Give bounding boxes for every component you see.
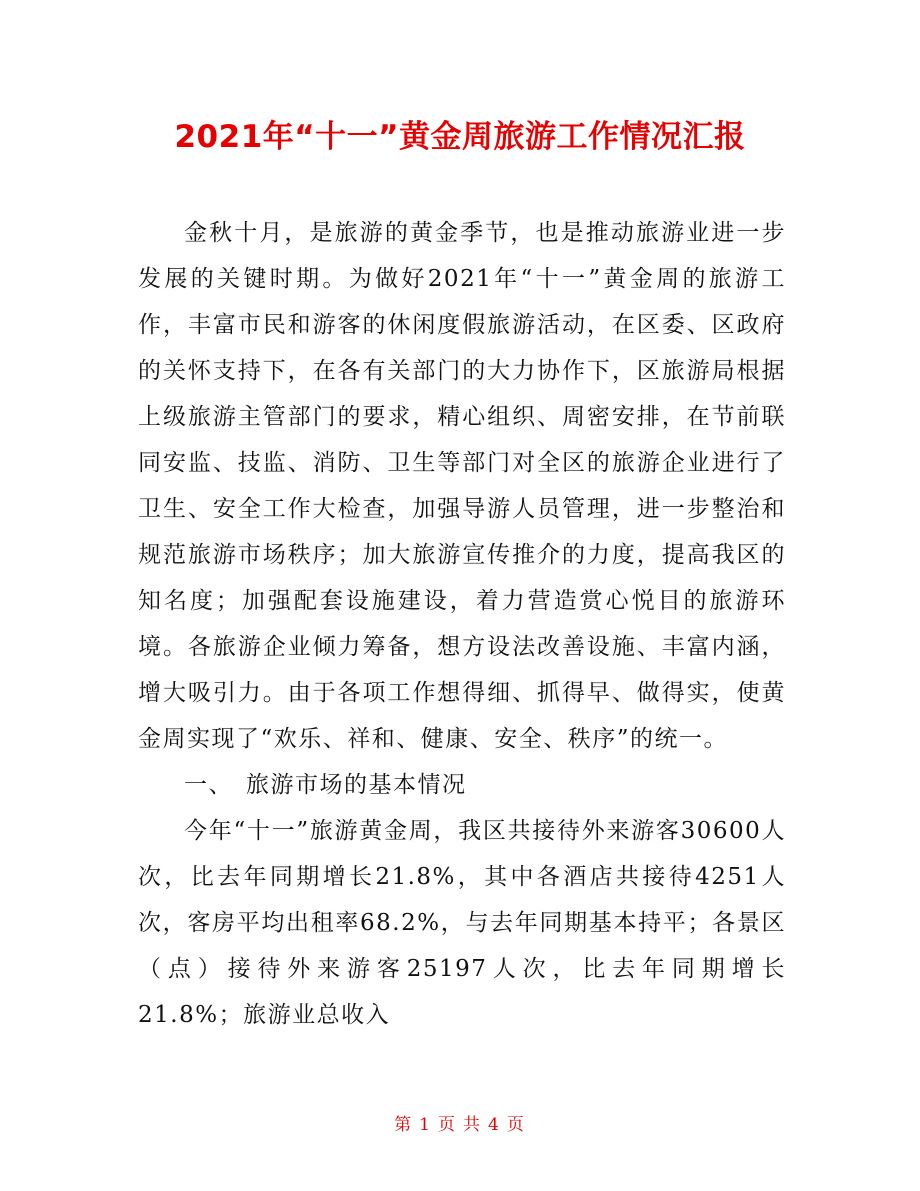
footer-page-suffix: 页 <box>506 1115 526 1135</box>
footer-page-mid: 页 <box>438 1115 457 1135</box>
footer-page-prefix: 第 <box>394 1115 414 1135</box>
footer-total-pages: 4 <box>488 1115 501 1135</box>
section-number: 一、 <box>184 772 233 798</box>
document-body <box>138 210 786 1038</box>
footer-current-page: 1 <box>419 1115 432 1135</box>
footer-total-prefix: 共 <box>463 1115 482 1135</box>
section-heading <box>138 762 786 808</box>
intro-paragraph: 金秋十月，是旅游的黄金季节，也是推动旅游业进一步发展的关键时期。为做好2021年“十一”黄金周的旅游工作，丰富市民和游客的休闲度假旅游活动，在区委、区政府的关怀支持下，在各有关部门的大力协作下，区旅游局根据上级旅游主管部门的要求，精心组织、周密安排，在节前联同安监、技监、消防、卫生等部门对全区的旅游企业进行了卫生、安全工作大检查，加强导游人员管理，进一步整治和规范旅游市场秩序；加大旅游宣传推介的力度，提高我区的知名度；加强配套设施建设，着力营造赏心悦目的旅游环境。各旅游企业倾力筹备，想方设法改善设施、丰富内涵，增大吸引力。由于各项工作想得细、抓得早、做得实，使黄金周实现了“欢乐、祥和、健康、安全、秩序”的统一。 <box>138 220 786 752</box>
page-number-footer <box>0 1112 920 1138</box>
document-title: 2021年“十一”黄金周旅游工作情况汇报 <box>174 119 746 155</box>
section-paragraph: 今年“十一”旅游黄金周，我区共接待外来游客30600人次，比去年同期增长21.8%，其中各酒店共接待4251人次，客房平均出租率68.2%，与去年同期基本持平；各景区（点）接待外来游客25197人次，比去年同期增长21.8%；旅游业总收入 <box>138 818 786 1028</box>
section-heading-text: 旅游市场的基本情况 <box>246 772 467 798</box>
